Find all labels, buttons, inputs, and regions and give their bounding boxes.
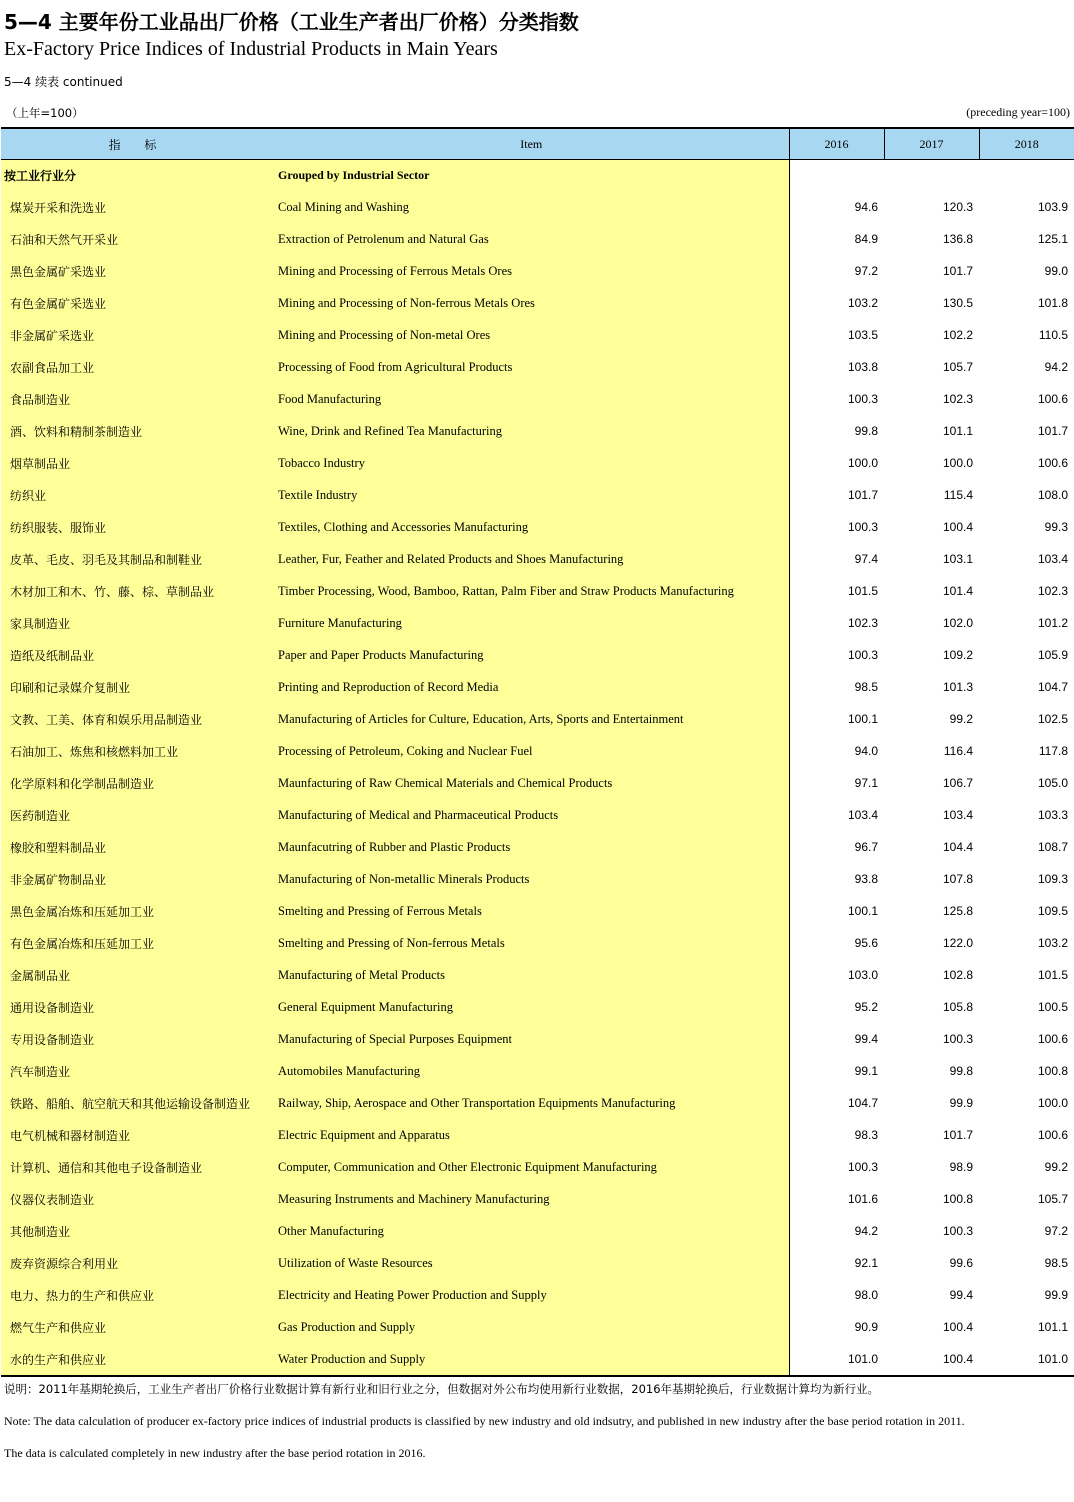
row-label-en: Manufacturing of Special Purposes Equipment: [274, 1023, 789, 1055]
value-2017: 103.1: [942, 552, 973, 566]
table-row: [1, 735, 1074, 767]
row-label-en: Railway, Ship, Aerospace and Other Transportation Equipments Manufacturing: [274, 1087, 789, 1119]
value-2018: 105.9: [1037, 648, 1068, 662]
value-2017: 100.4: [884, 1343, 979, 1376]
row-label-cn: 燃气生产和供应业: [1, 1311, 274, 1343]
table-row: [1, 191, 1074, 223]
row-label-en: Smelting and Pressing of Non-ferrous Metals: [274, 927, 789, 959]
value-2018: 101.1: [1037, 1320, 1068, 1334]
value-2017: 116.4: [943, 744, 973, 758]
row-label-cn: 石油和天然气开采业: [1, 223, 274, 255]
row-label-cn: 汽车制造业: [1, 1055, 274, 1087]
row-label-cn: 电力、热力的生产和供应业: [1, 1279, 274, 1311]
value-2016: 98.3: [854, 1128, 878, 1142]
value-2016: 94.6: [854, 200, 878, 214]
table-row: [1, 1119, 1074, 1151]
table-row: [1, 1343, 1074, 1376]
value-2018: 102.5: [1037, 712, 1068, 726]
page-title-en: Ex-Factory Price Indices of Industrial Products in Main Years: [4, 38, 498, 60]
table-row: [1, 1279, 1074, 1311]
row-label-cn: 纺织业: [1, 479, 274, 511]
table-continued-label: 5—4 续表 continued: [4, 75, 123, 89]
row-label-cn: 水的生产和供应业: [1, 1343, 274, 1376]
row-label-cn: 食品制造业: [1, 383, 274, 415]
row-label-cn: 黑色金属冶炼和压延加工业: [1, 895, 274, 927]
value-2016: 97.4: [854, 552, 878, 566]
value-2018: 99.3: [1044, 520, 1068, 534]
header-indicator-cn: 指 标: [1, 128, 274, 160]
value-2016: 102.3: [847, 616, 878, 630]
value-2018: 109.5: [1037, 904, 1068, 918]
row-label-cn: 农副食品加工业: [1, 351, 274, 383]
header-year-2016: 2016: [789, 128, 884, 160]
row-label-en: Coal Mining and Washing: [274, 191, 789, 223]
value-2016: 101.7: [847, 488, 878, 502]
value-2018: 125.1: [1037, 232, 1068, 246]
value-2018: 103.3: [1037, 808, 1068, 822]
group-empty-cell: [979, 160, 1074, 192]
value-2018: 100.5: [1037, 1000, 1068, 1014]
row-label-cn: 黑色金属矿采选业: [1, 255, 274, 287]
group-row: [1, 160, 1074, 192]
value-2016: 99.4: [854, 1032, 878, 1046]
row-label-cn: 木材加工和木、竹、藤、棕、草制品业: [1, 575, 274, 607]
table-row: [1, 543, 1074, 575]
value-2016: 90.9: [854, 1320, 878, 1334]
value-2016: 95.6: [854, 936, 878, 950]
table-row: [1, 863, 1074, 895]
price-index-table: [1, 127, 1074, 1377]
page-title-cn: 5—4 主要年份工业品出厂价格（工业生产者出厂价格）分类指数: [4, 10, 579, 34]
row-label-en: Manufacturing of Non-metallic Minerals Products: [274, 863, 789, 895]
row-label-en: Maunfacutring of Rubber and Plastic Products: [274, 831, 789, 863]
value-2016: 100.3: [847, 520, 878, 534]
row-label-cn: 专用设备制造业: [1, 1023, 274, 1055]
value-2016: 100.3: [847, 392, 878, 406]
row-label-en: Tobacco Industry: [274, 447, 789, 479]
row-label-en: Manufacturing of Metal Products: [274, 959, 789, 991]
row-label-en: Mining and Processing of Non-ferrous Metals Ores: [274, 287, 789, 319]
header-item-en: Item: [274, 128, 789, 160]
value-2017: 102.2: [942, 328, 973, 342]
value-2017: 120.3: [942, 200, 973, 214]
table-row: [1, 287, 1074, 319]
table-row: [1, 799, 1074, 831]
value-2017: 103.4: [942, 808, 973, 822]
value-2017: 100.4: [942, 520, 973, 534]
value-2017: 101.4: [942, 584, 973, 598]
table-row: [1, 607, 1074, 639]
value-2017: 100.3: [942, 1224, 973, 1238]
table-row: [1, 703, 1074, 735]
value-2016: 99.1: [854, 1064, 878, 1078]
group-label-cn: 按工业行业分: [1, 160, 274, 192]
header-year-2018: 2018: [979, 128, 1074, 160]
row-label-cn: 计算机、通信和其他电子设备制造业: [1, 1151, 274, 1183]
value-2016: 98.0: [854, 1288, 878, 1302]
row-label-en: Other Manufacturing: [274, 1215, 789, 1247]
value-2017: 99.8: [949, 1064, 973, 1078]
value-2017: 99.4: [949, 1288, 973, 1302]
value-2018: 105.0: [1037, 776, 1068, 790]
row-label-en: Measuring Instruments and Machinery Manufacturing: [274, 1183, 789, 1215]
value-2018: 103.9: [1037, 200, 1068, 214]
table-row: [1, 639, 1074, 671]
value-2017: 125.8: [942, 904, 973, 918]
value-2016: 94.0: [854, 744, 878, 758]
value-2016: 99.8: [854, 424, 878, 438]
note-en-line-1: Note: The data calculation of producer ex-factory price indices of industrial products is classified by new industry and old indsutry, and published in new industry after the base period rotation in 2011.: [4, 1414, 965, 1428]
value-2016: 100.3: [847, 648, 878, 662]
value-2018: 108.7: [1037, 840, 1068, 854]
row-label-en: Furniture Manufacturing: [274, 607, 789, 639]
group-label-en: Grouped by Industrial Sector: [274, 160, 789, 192]
row-label-en: Printing and Reproduction of Record Media: [274, 671, 789, 703]
unit-label-en: (preceding year=100): [966, 105, 1070, 119]
group-empty-cell: [884, 160, 979, 192]
row-label-en: Manufacturing of Articles for Culture, Education, Arts, Sports and Entertainment: [274, 703, 789, 735]
value-2017: 99.6: [949, 1256, 973, 1270]
value-2018: 99.2: [1044, 1160, 1068, 1174]
value-2016: 103.4: [847, 808, 878, 822]
table-row: [1, 1023, 1074, 1055]
row-label-cn: 电气机械和器材制造业: [1, 1119, 274, 1151]
table-row: [1, 383, 1074, 415]
value-2017: 99.9: [949, 1096, 973, 1110]
unit-label-cn: （上年=100）: [6, 106, 84, 120]
value-2016: 101.6: [847, 1192, 878, 1206]
value-2017: 130.5: [942, 296, 973, 310]
value-2018: 101.0: [979, 1343, 1074, 1376]
row-label-en: Electricity and Heating Power Production and Supply: [274, 1279, 789, 1311]
row-label-cn: 化学原料和化学制品制造业: [1, 767, 274, 799]
row-label-cn: 家具制造业: [1, 607, 274, 639]
value-2017: 122.0: [942, 936, 973, 950]
value-2016: 103.8: [847, 360, 878, 374]
value-2018: 100.6: [1037, 456, 1068, 470]
header-year-2017: 2017: [884, 128, 979, 160]
value-2018: 99.0: [1044, 264, 1068, 278]
table-row: [1, 1215, 1074, 1247]
row-label-cn: 皮革、毛皮、羽毛及其制品和制鞋业: [1, 543, 274, 575]
value-2017: 109.2: [942, 648, 973, 662]
value-2016: 98.5: [854, 680, 878, 694]
row-label-en: Water Production and Supply: [274, 1343, 789, 1376]
value-2017: 99.2: [949, 712, 973, 726]
table-row: [1, 447, 1074, 479]
row-label-en: Manufacturing of Medical and Pharmaceutical Products: [274, 799, 789, 831]
row-label-en: Food Manufacturing: [274, 383, 789, 415]
row-label-cn: 有色金属矿采选业: [1, 287, 274, 319]
row-label-en: Textiles, Clothing and Accessories Manufacturing: [274, 511, 789, 543]
value-2017: 98.9: [949, 1160, 973, 1174]
row-label-cn: 废弃资源综合利用业: [1, 1247, 274, 1279]
row-label-cn: 酒、饮料和精制茶制造业: [1, 415, 274, 447]
table-row: [1, 1087, 1074, 1119]
row-label-cn: 仪器仪表制造业: [1, 1183, 274, 1215]
table-row: [1, 895, 1074, 927]
value-2017: 105.7: [942, 360, 973, 374]
table-row: [1, 1247, 1074, 1279]
row-label-en: Mining and Processing of Ferrous Metals Ores: [274, 255, 789, 287]
value-2018: 94.2: [1044, 360, 1068, 374]
table-row: [1, 511, 1074, 543]
row-label-en: Timber Processing, Wood, Bamboo, Rattan, Palm Fiber and Straw Products Manufacturing: [274, 575, 789, 607]
note-cn: 说明：2011年基期轮换后，工业生产者出厂价格行业数据计算有新行业和旧行业之分，但数据对外公布均使用新行业数据，2016年基期轮换后，行业数据计算均为新行业。: [4, 1382, 880, 1396]
row-label-en: Textile Industry: [274, 479, 789, 511]
row-label-en: Processing of Petroleum, Coking and Nuclear Fuel: [274, 735, 789, 767]
value-2016: 96.7: [854, 840, 878, 854]
value-2016: 97.1: [854, 776, 878, 790]
table-row: [1, 927, 1074, 959]
table-row: [1, 1183, 1074, 1215]
value-2018: 105.7: [1037, 1192, 1068, 1206]
value-2016: 93.8: [854, 872, 878, 886]
value-2016: 101.5: [847, 584, 878, 598]
note-en-line-2: The data is calculated completely in new industry after the base period rotation in 2016.: [4, 1446, 426, 1460]
value-2017: 101.7: [942, 1128, 973, 1142]
row-label-en: Processing of Food from Agricultural Products: [274, 351, 789, 383]
value-2016: 100.1: [847, 712, 878, 726]
value-2018: 100.6: [1037, 392, 1068, 406]
row-label-cn: 金属制品业: [1, 959, 274, 991]
row-label-cn: 有色金属冶炼和压延加工业: [1, 927, 274, 959]
row-label-cn: 石油加工、炼焦和核燃料加工业: [1, 735, 274, 767]
value-2017: 102.0: [942, 616, 973, 630]
value-2018: 103.2: [1037, 936, 1068, 950]
value-2016: 95.2: [854, 1000, 878, 1014]
table-row: [1, 415, 1074, 447]
value-2018: 103.4: [1037, 552, 1068, 566]
table-row: [1, 831, 1074, 863]
row-label-cn: 煤炭开采和洗选业: [1, 191, 274, 223]
value-2018: 97.2: [1044, 1224, 1068, 1238]
row-label-cn: 其他制造业: [1, 1215, 274, 1247]
value-2018: 100.6: [1037, 1128, 1068, 1142]
value-2018: 110.5: [1038, 328, 1068, 342]
value-2017: 101.1: [942, 424, 973, 438]
value-2016: 100.1: [847, 904, 878, 918]
table-row: [1, 1151, 1074, 1183]
row-label-cn: 橡胶和塑料制品业: [1, 831, 274, 863]
value-2018: 98.5: [1044, 1256, 1068, 1270]
value-2016: 97.2: [854, 264, 878, 278]
row-label-en: Smelting and Pressing of Ferrous Metals: [274, 895, 789, 927]
value-2018: 100.8: [1037, 1064, 1068, 1078]
value-2018: 104.7: [1037, 680, 1068, 694]
value-2016: 103.2: [847, 296, 878, 310]
table-row: [1, 575, 1074, 607]
row-label-en: Gas Production and Supply: [274, 1311, 789, 1343]
value-2016: 100.3: [847, 1160, 878, 1174]
value-2017: 106.7: [942, 776, 973, 790]
row-label-en: Wine, Drink and Refined Tea Manufacturing: [274, 415, 789, 447]
table-row: [1, 351, 1074, 383]
value-2017: 101.7: [942, 264, 973, 278]
row-label-cn: 非金属矿采选业: [1, 319, 274, 351]
value-2016: 104.7: [847, 1096, 878, 1110]
table-row: [1, 959, 1074, 991]
row-label-en: Leather, Fur, Feather and Related Products and Shoes Manufacturing: [274, 543, 789, 575]
row-label-cn: 通用设备制造业: [1, 991, 274, 1023]
value-2018: 101.8: [1037, 296, 1068, 310]
value-2017: 100.4: [942, 1320, 973, 1334]
table-row: [1, 671, 1074, 703]
row-label-en: Extraction of Petrolenum and Natural Gas: [274, 223, 789, 255]
row-label-en: Electric Equipment and Apparatus: [274, 1119, 789, 1151]
table-row: [1, 479, 1074, 511]
group-empty-cell: [789, 160, 884, 192]
row-label-en: General Equipment Manufacturing: [274, 991, 789, 1023]
table-row: [1, 319, 1074, 351]
table-row: [1, 767, 1074, 799]
row-label-cn: 文教、工美、体育和娱乐用品制造业: [1, 703, 274, 735]
row-label-cn: 印刷和记录媒介复制业: [1, 671, 274, 703]
table-row: [1, 1311, 1074, 1343]
row-label-en: Mining and Processing of Non-metal Ores: [274, 319, 789, 351]
value-2017: 105.8: [942, 1000, 973, 1014]
value-2016: 84.9: [854, 232, 878, 246]
value-2017: 102.3: [942, 392, 973, 406]
value-2017: 100.0: [942, 456, 973, 470]
value-2018: 100.6: [1037, 1032, 1068, 1046]
value-2016: 101.0: [789, 1343, 884, 1376]
value-2018: 101.5: [1037, 968, 1068, 982]
row-label-cn: 纺织服装、服饰业: [1, 511, 274, 543]
value-2017: 104.4: [942, 840, 973, 854]
value-2018: 101.7: [1037, 424, 1068, 438]
row-label-en: Maunfacturing of Raw Chemical Materials and Chemical Products: [274, 767, 789, 799]
row-label-en: Computer, Communication and Other Electronic Equipment Manufacturing: [274, 1151, 789, 1183]
value-2018: 99.9: [1044, 1288, 1068, 1302]
value-2016: 94.2: [854, 1224, 878, 1238]
value-2018: 101.2: [1037, 616, 1068, 630]
value-2017: 101.3: [942, 680, 973, 694]
value-2017: 100.3: [942, 1032, 973, 1046]
value-2018: 108.0: [1037, 488, 1068, 502]
value-2016: 92.1: [854, 1256, 878, 1270]
row-label-en: Automobiles Manufacturing: [274, 1055, 789, 1087]
value-2017: 102.8: [942, 968, 973, 982]
value-2017: 115.4: [943, 488, 973, 502]
row-label-en: Utilization of Waste Resources: [274, 1247, 789, 1279]
row-label-cn: 造纸及纸制品业: [1, 639, 274, 671]
value-2017: 100.8: [942, 1192, 973, 1206]
value-2016: 103.0: [847, 968, 878, 982]
table-row: [1, 255, 1074, 287]
value-2017: 136.8: [942, 232, 973, 246]
value-2018: 102.3: [1037, 584, 1068, 598]
table-row: [1, 991, 1074, 1023]
table-row: [1, 1055, 1074, 1087]
value-2016: 103.5: [847, 328, 878, 342]
row-label-cn: 烟草制品业: [1, 447, 274, 479]
table-header-row: [1, 128, 1074, 160]
row-label-cn: 医药制造业: [1, 799, 274, 831]
value-2018: 100.0: [1037, 1096, 1068, 1110]
row-label-cn: 非金属矿物制品业: [1, 863, 274, 895]
row-label-en: Paper and Paper Products Manufacturing: [274, 639, 789, 671]
value-2018: 117.8: [1038, 744, 1068, 758]
row-label-cn: 铁路、船舶、航空航天和其他运输设备制造业: [1, 1087, 274, 1119]
value-2018: 109.3: [1037, 872, 1068, 886]
value-2017: 107.8: [942, 872, 973, 886]
table-row: [1, 223, 1074, 255]
value-2016: 100.0: [847, 456, 878, 470]
